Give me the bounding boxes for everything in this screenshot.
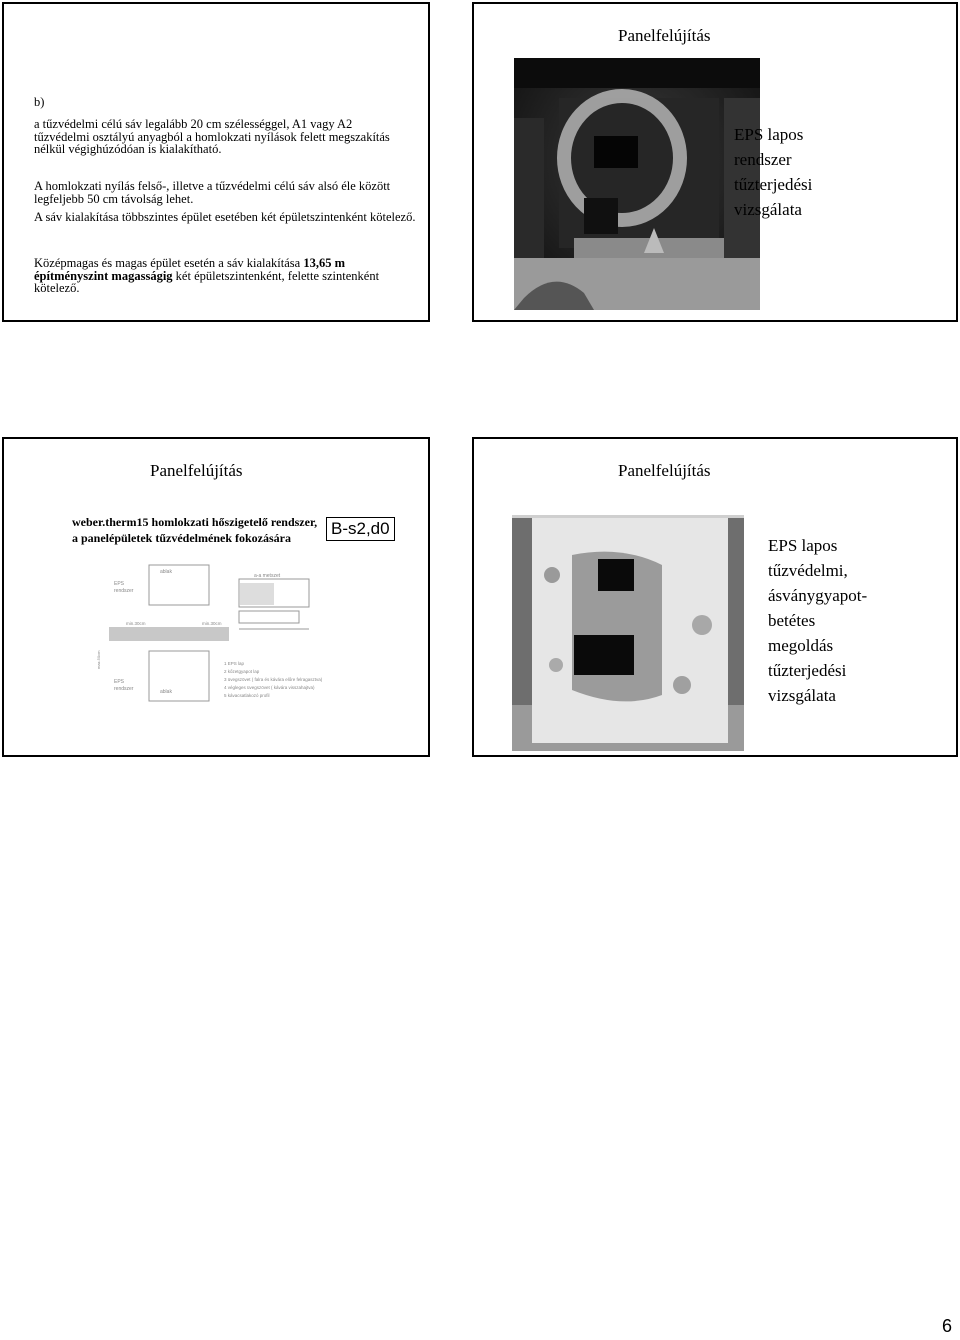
side-line-1: EPS lapos [768, 536, 838, 555]
side-line-6: tűzterjedési [768, 661, 847, 680]
burned-facade-photo [514, 58, 760, 310]
label-eps-top-2: rendszer [114, 588, 134, 594]
paragraph-2: A homlokzati nyílás felső-, illetve a tűzvédelmi célú sáv alsó éle között legfeljebb 50 cm távolság lehet. [34, 179, 391, 206]
side-line-2: tűzvédelmi, [768, 561, 848, 580]
paragraph-3: A sáv kialakítása többszintes épület esetében két épületszintenként kötelező. [34, 210, 416, 224]
paragraph-4-text-a: Középmagas és magas épület esetén a sáv kialakítása [34, 256, 304, 270]
legend-4: 4 végleges üvegszövet ( kávára visszahajtva) [224, 685, 315, 690]
side-line-3: tűzterjedési [734, 175, 813, 194]
side-line-4: betétes [768, 611, 816, 630]
label-vertical-dim: max.50cm [96, 650, 101, 669]
slide-2-title: Panelfelújítás [618, 26, 711, 45]
legend-3: 3 üvegszövet ( falra és kávára előre felragasztva) [224, 677, 323, 682]
fire-class-badge: B-s2,d0 [326, 517, 395, 541]
label-eps-bottom-1: EPS [114, 679, 125, 685]
slide-3 [2, 437, 430, 757]
label-eps-top-1: EPS [114, 581, 125, 587]
paragraph-4-bold: 13,65 m építményszint magasságig [34, 256, 346, 283]
legend-1: 1 EPS lap [224, 661, 245, 666]
side-line-1: EPS lapos [734, 125, 804, 144]
label-section: a-a metszet [254, 573, 281, 579]
side-line-5: megoldás [768, 636, 834, 655]
paragraph-1: a tűzvédelmi célú sáv legalább 20 cm szélességgel, A1 vagy A2 tűzvédelmi osztályú anyagból a homlokzati nyílások felett megszakítás nélkül végighúzódóan is kialakítható. [34, 117, 390, 156]
slide-4 [472, 437, 958, 757]
fire-barrier-drawing [94, 559, 354, 749]
side-line-3: ásványgyapot- [768, 586, 868, 605]
label-min-left: min.30cm [126, 621, 146, 626]
label-eps-bottom-2: rendszer [114, 686, 134, 692]
legend-2: 2 kőzetgyapot lap [224, 669, 260, 674]
side-line-4: vizsgálata [734, 200, 802, 219]
tested-facade-photo [512, 515, 744, 751]
caption-line-1: weber.therm15 homlokzati hőszigetelő rendszer, [72, 515, 318, 529]
page-number: 6 [941, 1316, 952, 1336]
item-label: b) [34, 95, 45, 109]
slide-2-side-text [734, 122, 812, 222]
paragraph-4 [34, 257, 404, 295]
label-ablak-bottom: ablak [160, 689, 172, 695]
caption-line-2: a panelépületek tűzvédelmének fokozására [72, 531, 291, 545]
legend-5: 5 kávacsatlakozó profil [224, 693, 270, 698]
side-line-2: rendszer [734, 150, 792, 169]
label-ablak-top: ablak [160, 569, 172, 575]
side-line-7: vizsgálata [768, 686, 836, 705]
slide-1 [2, 2, 430, 322]
slide-2 [472, 2, 958, 322]
paragraph-4-text-b: két épületszintenként, felette szintenként kötelező. [34, 268, 380, 295]
slide-4-side-text [768, 533, 867, 708]
label-min-right: min.30cm [202, 621, 222, 626]
slide-4-title: Panelfelújítás [618, 461, 711, 480]
slide-3-title: Panelfelújítás [150, 461, 243, 480]
